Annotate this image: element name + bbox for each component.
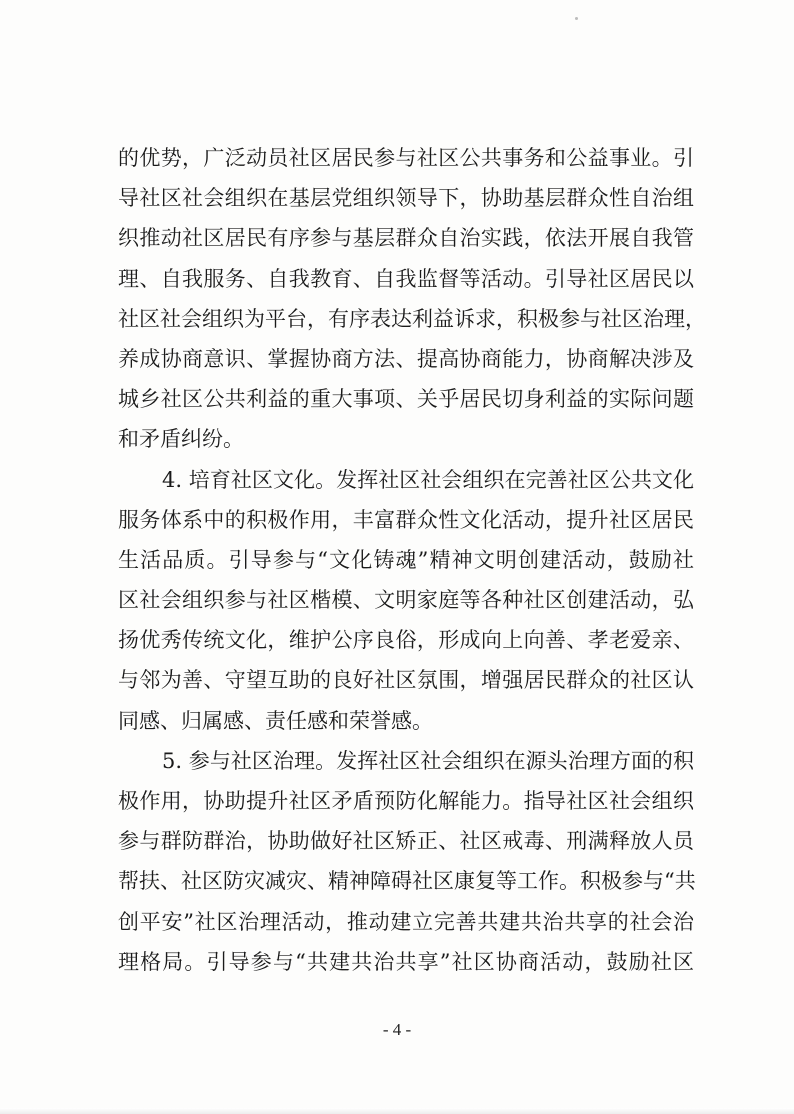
scan-speck — [575, 17, 578, 20]
section-heading-line: 4. 培育社区文化。发挥社区社会组织在完善社区公共文化 — [162, 467, 694, 492]
text-line: 与邻为善、守望互助的良好社区氛围，增强居民群众的社区认 — [118, 668, 694, 693]
text-line: 参与群防群治，协助做好社区矫正、社区戒毒、刑满释放人员 — [118, 829, 694, 854]
text-line: 区社会组织参与社区楷模、文明家庭等各种社区创建活动，弘 — [118, 588, 694, 613]
text-line: 理、自我服务、自我教育、自我监督等活动。引导社区居民以 — [118, 266, 694, 291]
text-line: 同感、归属感、责任感和荣誉感。 — [118, 708, 433, 733]
text-line: 和矛盾纠纷。 — [118, 427, 244, 452]
text-line: 社区社会组织为平台，有序表达利益诉求，积极参与社区治理， — [118, 306, 706, 331]
text-line: 极作用，协助提升社区矛盾预防化解能力。指导社区社会组织 — [118, 789, 694, 813]
text-line: 的优势，广泛动员社区居民参与社区公共事务和公益事业。引 — [118, 146, 694, 170]
page-number: - 4 - — [382, 1020, 412, 1039]
text-line: 城乡社区公共利益的重大事项、关乎居民切身利益的实际问题 — [118, 387, 694, 412]
text-line: 扬优秀传统文化，维护公序良俗，形成向上向善、孝老爱亲、 — [118, 628, 694, 653]
section-heading-line: 5. 参与社区治理。发挥社区社会组织在源头治理方面的积 — [162, 748, 694, 773]
text-line: 织推动社区居民有序参与基层群众自治实践，依法开展自我管 — [118, 226, 694, 251]
text-line: 生活品质。引导参与“文化铸魂”精神文明创建活动，鼓励社 — [118, 547, 694, 572]
text-line: 服务体系中的积极作用，丰富群众性文化活动，提升社区居民 — [118, 507, 694, 532]
text-line: 理格局。引导参与“共建共治共享”社区协商活动，鼓励社区 — [118, 949, 694, 974]
text-line: 创平安”社区治理活动，推动建立完善共建共治共享的社会治 — [118, 909, 694, 934]
text-line: 养成协商意识、掌握协商方法、提高协商能力，协商解决涉及 — [118, 346, 694, 371]
scan-edge — [0, 1108, 794, 1114]
body-text — [118, 138, 706, 982]
text-line: 帮扶、社区防灾减灾、精神障碍社区康复等工作。积极参与“共 — [118, 869, 696, 894]
text-line: 导社区社会组织在基层党组织领导下，协助基层群众性自治组 — [118, 186, 694, 211]
